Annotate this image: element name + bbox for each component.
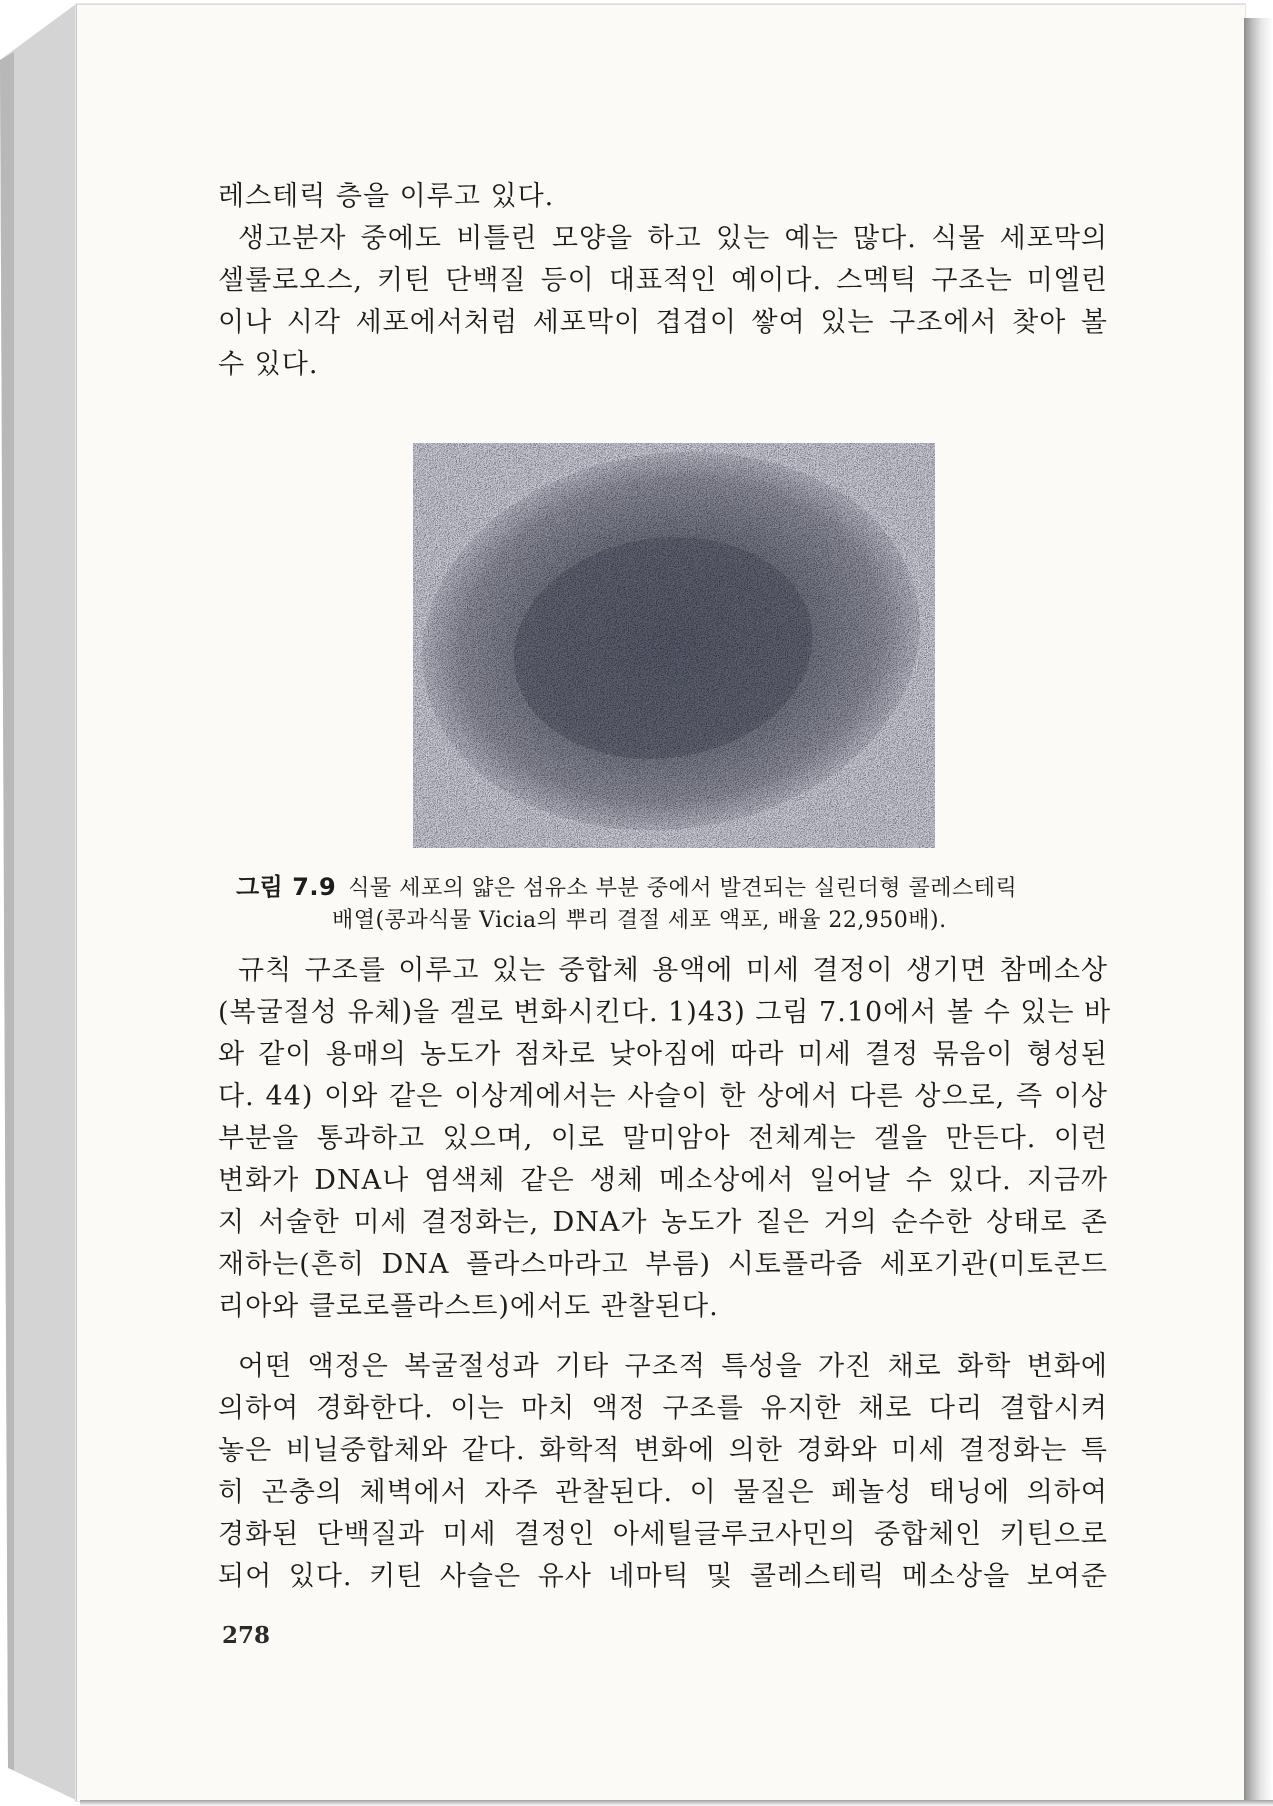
caption-line-2: 배열(콩과식물 Vicia의 뿌리 결절 세포 액포, 배율 22,950배). bbox=[332, 908, 947, 933]
text-line: 다. 44) 이와 같은 이상계에서는 사슬이 한 상에서 다른 상으로, 즉 이상 bbox=[218, 1081, 1108, 1112]
figure-caption bbox=[236, 870, 1106, 938]
paragraph-2 bbox=[218, 950, 1112, 1328]
text-line: 히 곤충의 체벽에서 자주 관찰된다. 이 물질은 페놀성 태닝에 의하여 bbox=[218, 1477, 1108, 1508]
page-edge-shadow bbox=[1244, 18, 1273, 1806]
text-line: 이나 시각 세포에서처럼 세포막이 겹겹이 쌓여 있는 구조에서 찾아 볼 bbox=[218, 307, 1108, 338]
text-line: 어떤 액정은 복굴절성과 기타 구조적 특성을 가진 채로 화학 변화에 bbox=[238, 1351, 1108, 1382]
book-spine bbox=[0, 0, 80, 1806]
page-bottom-shadow bbox=[80, 1800, 1273, 1806]
micrograph-image bbox=[413, 443, 935, 848]
text-line: 수 있다. bbox=[218, 349, 319, 380]
text-line: (복굴절성 유체)을 겔로 변화시킨다. 1)43) 그림 7.10에서 볼 수 있는 바 bbox=[218, 997, 1112, 1028]
text-line: 경화된 단백질과 미세 결정인 아세틸글루코사민의 중합체인 키틴으로 bbox=[218, 1519, 1108, 1550]
text-line: 생고분자 중에도 비틀린 모양을 하고 있는 예는 많다. 식물 세포막의 bbox=[238, 223, 1108, 254]
paragraph-1 bbox=[218, 176, 1108, 386]
text-line: 재하는(흔히 DNA 플라스마라고 부름) 시토플라즘 세포기관(미토콘드 bbox=[218, 1249, 1108, 1280]
text-line: 리아와 클로로플라스트)에서도 관찰된다. bbox=[218, 1291, 719, 1322]
caption-text: 식물 세포의 얇은 섬유소 부분 중에서 발견되는 실린더형 콜레스테릭 bbox=[348, 876, 1018, 901]
caption-line-1 bbox=[236, 870, 1106, 904]
figure-label: 그림 7.9 bbox=[236, 873, 337, 901]
text-line: 레스테릭 층을 이루고 있다. bbox=[218, 181, 555, 212]
text-line: 의하여 경화한다. 이는 마치 액정 구조를 유지한 채로 다리 결합시켜 bbox=[218, 1393, 1108, 1424]
page-number: 278 bbox=[222, 1622, 271, 1649]
text-line: 셀룰로오스, 키틴 단백질 등이 대표적인 예이다. 스멕틱 구조는 미엘린 bbox=[218, 265, 1108, 296]
text-line: 규칙 구조를 이루고 있는 중합체 용액에 미세 결정이 생기면 참메소상 bbox=[238, 955, 1108, 986]
paragraph-3 bbox=[218, 1346, 1108, 1598]
text-line: 변화가 DNA나 염색체 같은 생체 메소상에서 일어날 수 있다. 지금까 bbox=[218, 1165, 1108, 1196]
text-line: 놓은 비닐중합체와 같다. 화학적 변화에 의한 경화와 미세 결정화는 특 bbox=[218, 1435, 1108, 1466]
text-line: 와 같이 용매의 농도가 점차로 낮아짐에 따라 미세 결정 묶음이 형성된 bbox=[218, 1039, 1108, 1070]
text-line: 지 서술한 미세 결정화는, DNA가 농도가 짙은 거의 순수한 상태로 존 bbox=[218, 1207, 1108, 1238]
text-line: 되어 있다. 키틴 사슬은 유사 네마틱 및 콜레스테릭 메소상을 보여준 bbox=[218, 1561, 1108, 1592]
text-line: 부분을 통과하고 있으며, 이로 말미암아 전체계는 겔을 만든다. 이런 bbox=[218, 1123, 1108, 1154]
